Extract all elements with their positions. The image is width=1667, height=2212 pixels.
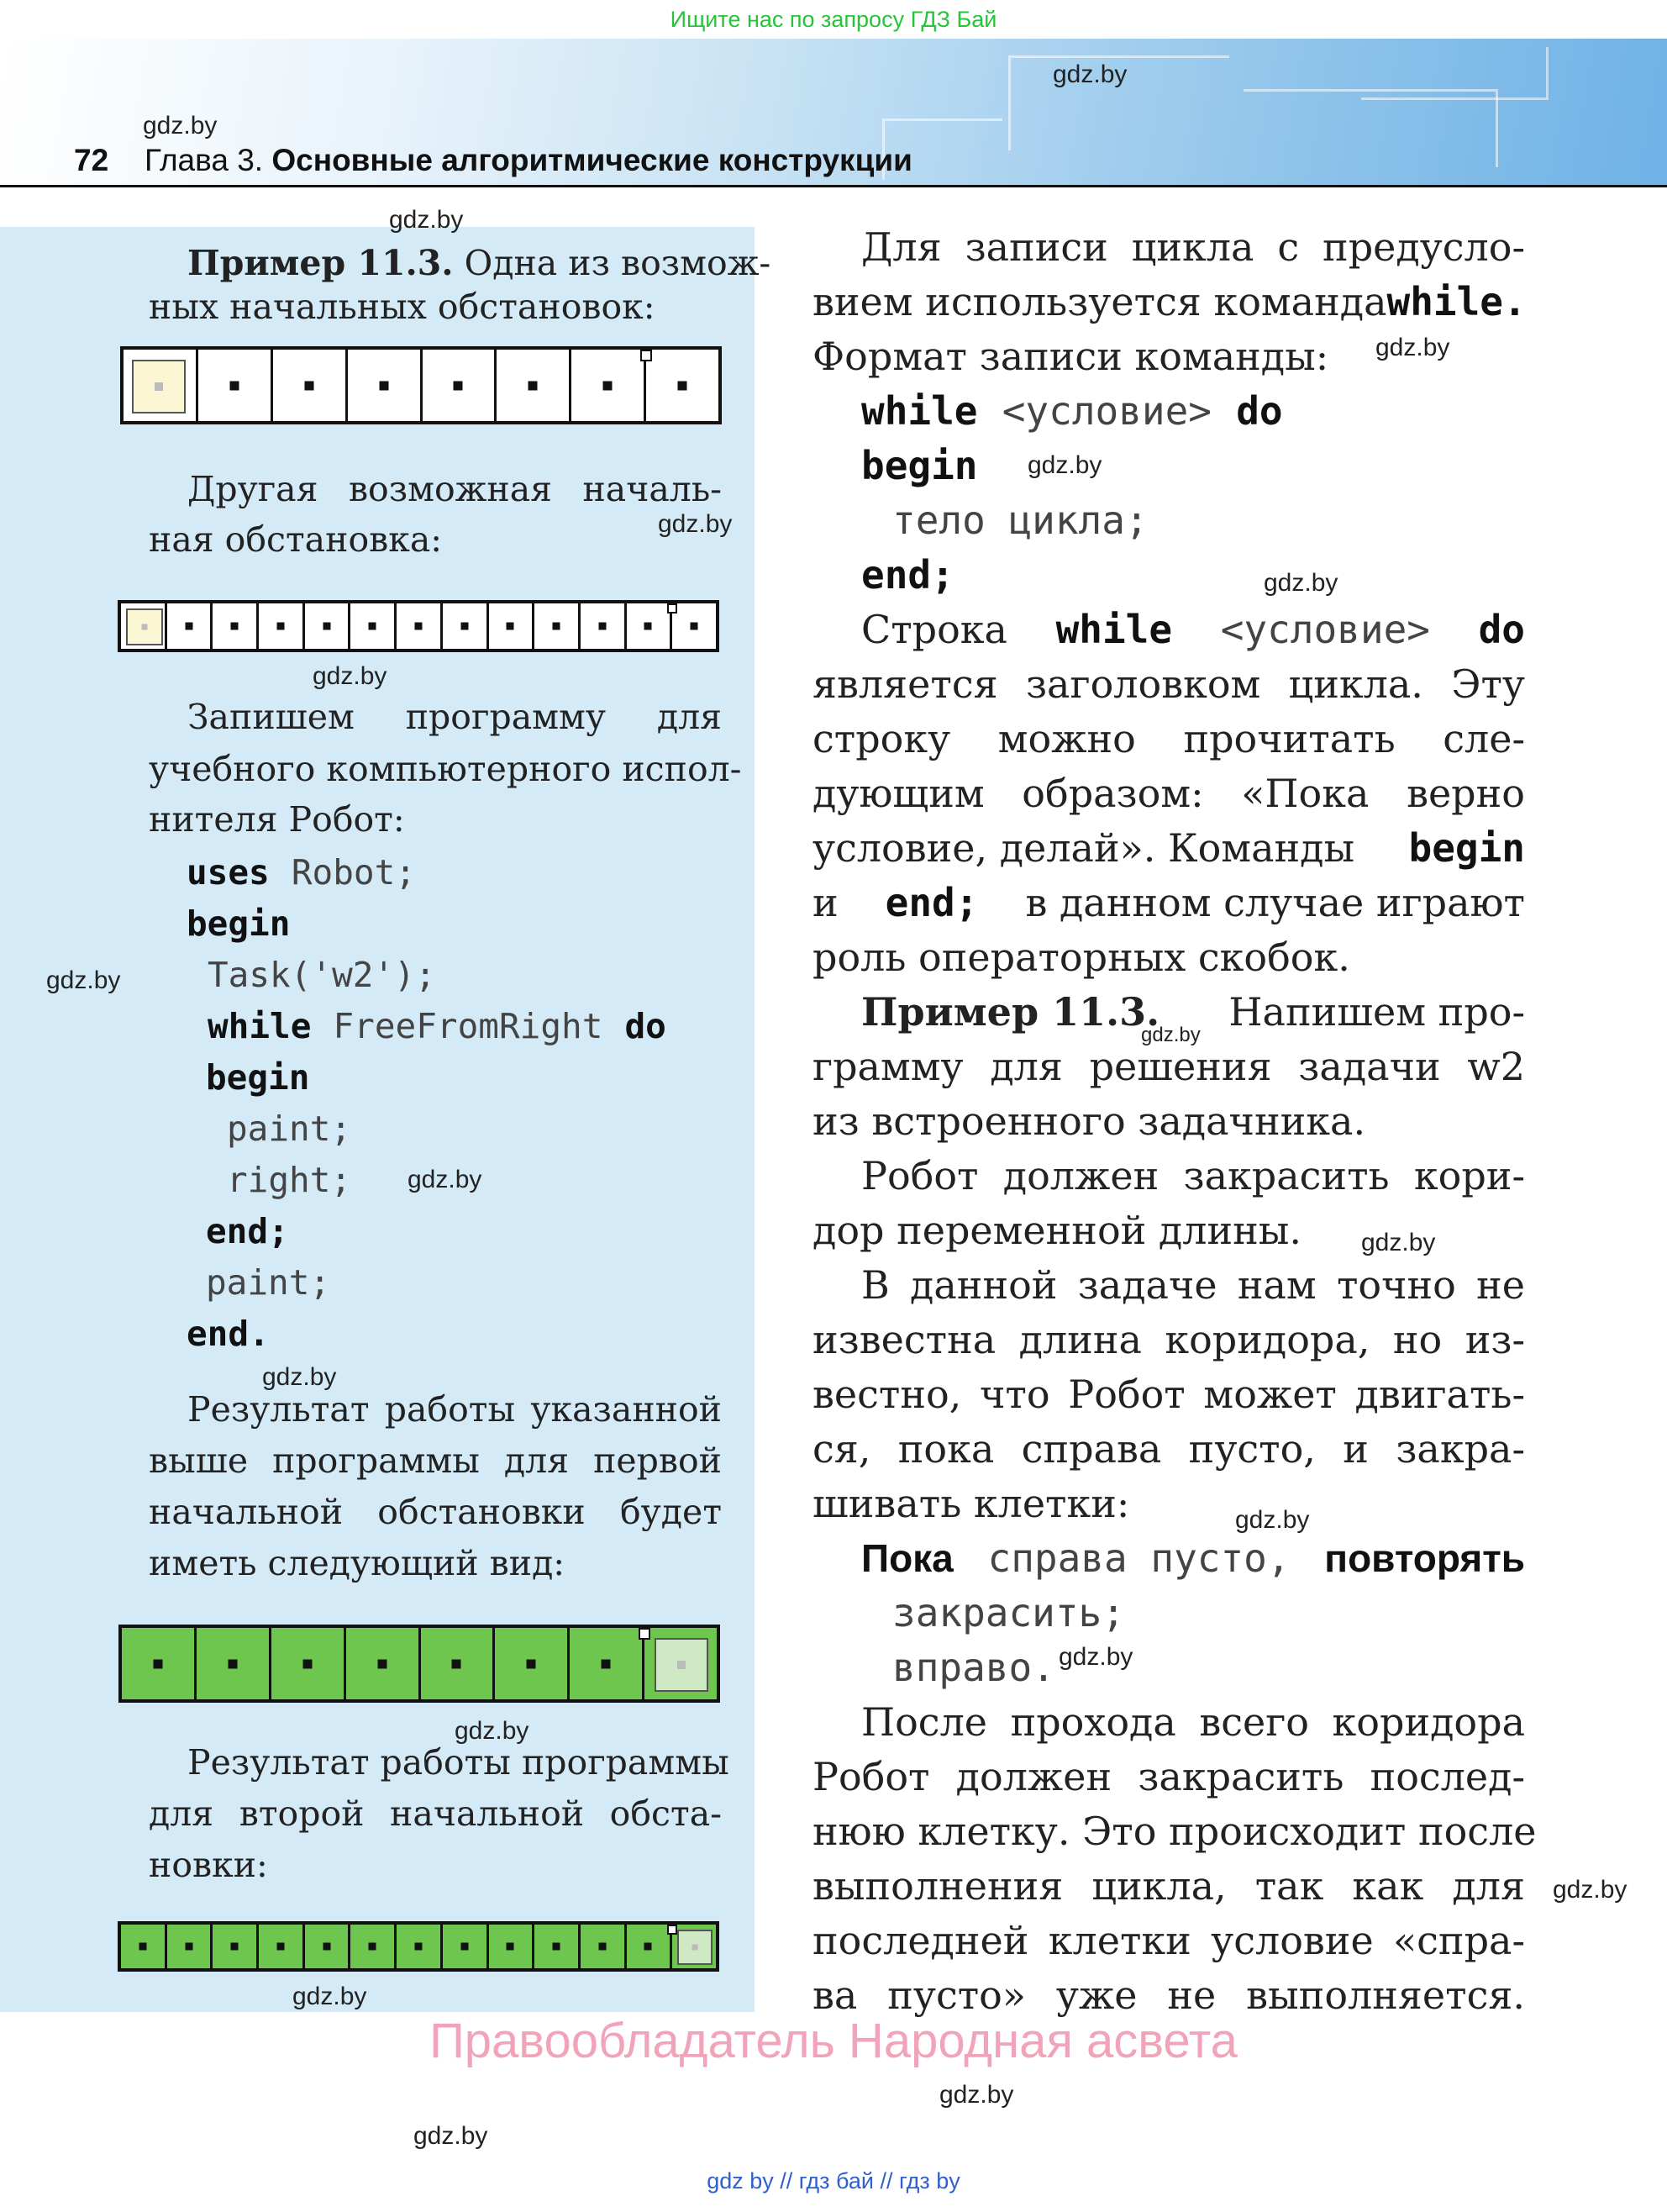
grid-cell [350, 603, 397, 649]
grid-cell [571, 350, 646, 421]
watermark: gdz.by [1553, 1876, 1628, 1904]
text-line: Робот должен закрасить кори- [861, 1153, 1525, 1198]
chapter-title: Основные алгоритмические конструкции [271, 143, 912, 177]
grid-cell [534, 603, 581, 649]
text-line: После прохода всего коридора [861, 1699, 1525, 1745]
grid-cell [305, 603, 351, 649]
code-keyword: do [1478, 607, 1525, 652]
cell-dot-icon [598, 623, 606, 630]
code-keyword: do [624, 1006, 666, 1046]
text-span: Напишем про- [1228, 989, 1525, 1035]
cell-dot-icon [603, 381, 613, 390]
watermark: gdz.by [455, 1717, 529, 1745]
grid-cell [273, 350, 348, 421]
text-line: из встроенного задачника. [812, 1098, 1366, 1144]
algorithm-line [892, 1641, 1055, 1695]
text-line: ных начальных обстановок: [149, 287, 655, 327]
text-line: выше программы для первой [149, 1440, 722, 1481]
text-line [812, 275, 1525, 329]
code-keyword: begin [861, 443, 978, 488]
cell-dot-icon [276, 1943, 284, 1951]
algorithm-text: закрасить; [892, 1590, 1125, 1635]
code-keyword: begin [1408, 825, 1525, 871]
painted-cell [197, 1628, 271, 1699]
text-line: для второй начальной обста- [149, 1793, 722, 1834]
cell-dot-icon [644, 1943, 652, 1951]
robot-corridor-result-1 [118, 1625, 720, 1703]
robot-center-icon [142, 624, 148, 630]
example-label: Пример 11.3. [187, 243, 454, 283]
text-line: Запишем программу для [187, 697, 722, 737]
robot-center-icon [692, 1945, 698, 1951]
example-heading-line [187, 238, 770, 288]
painted-cell [167, 1925, 213, 1968]
grid-cell [348, 350, 423, 421]
text-line: выполнения цикла, так как для [812, 1863, 1525, 1909]
painted-cell [581, 1925, 627, 1968]
grid-cell [646, 350, 718, 421]
algorithm-text: справа пусто, [987, 1535, 1291, 1581]
grid-cell [672, 603, 716, 649]
code-keyword: end; [861, 552, 954, 598]
text-line: нителя Робот: [149, 799, 405, 840]
painted-cell [627, 1925, 673, 1968]
text-span: в данном случае играют [1025, 880, 1525, 925]
text-line: ва пусто» уже не выполняется. [812, 1972, 1525, 2018]
grid-cell [121, 603, 167, 649]
painted-cell [350, 1925, 397, 1968]
robot-icon [677, 1930, 713, 1965]
cell-dot-icon [139, 1943, 146, 1951]
robot-center-icon [155, 382, 163, 391]
watermark: gdz.by [408, 1166, 482, 1193]
watermark: gdz.by [143, 112, 218, 140]
text-span: Строка [861, 607, 1007, 652]
painted-cell [271, 1628, 346, 1699]
grid-cell [213, 603, 259, 649]
code-line [206, 1052, 309, 1103]
watermark: gdz.by [1053, 61, 1128, 88]
text-line [861, 603, 1525, 657]
robot-center-icon [677, 1661, 686, 1669]
watermark: gdz.by [46, 966, 121, 994]
code-line [208, 950, 436, 1001]
text-line: Одна из возмож- [464, 243, 771, 283]
watermark: gdz.by [292, 1983, 367, 2010]
painted-cell [443, 1925, 489, 1968]
code-text: Robot; [291, 852, 416, 893]
text-line: Для записи цикла с предусло- [861, 224, 1525, 270]
text-line: роль операторных скобок. [812, 935, 1350, 980]
cell-dot-icon [231, 623, 239, 630]
grid-cell [124, 350, 198, 421]
painted-cell [121, 1925, 167, 1968]
code-keyword: while. [1386, 279, 1527, 324]
text-line: ная обстановка: [149, 519, 443, 560]
watermark: gdz.by [1059, 1643, 1133, 1671]
code-line [208, 1001, 666, 1052]
cell-dot-icon [369, 1943, 376, 1951]
text-line [812, 821, 1525, 876]
text-line: строку можно прочитать сле- [812, 716, 1525, 761]
text-span: вием используется команда [812, 279, 1387, 324]
code-line [892, 493, 1149, 548]
cell-dot-icon [454, 381, 463, 390]
watermark: gdz.by [939, 2081, 1014, 2109]
cell-dot-icon [678, 381, 687, 390]
cell-dot-icon [507, 1943, 514, 1951]
cell-dot-icon [323, 623, 330, 630]
text-line: ся, пока справа пусто, и закра- [812, 1426, 1525, 1472]
chapter-heading [145, 143, 912, 178]
code-line [187, 1309, 270, 1360]
copyright-notice: Правообладатель Народная асвета [429, 2014, 1238, 2068]
grid-cell [397, 603, 443, 649]
text-line: является заголовком цикла. Эту [812, 661, 1525, 707]
cell-dot-icon [602, 1659, 611, 1668]
code-text: Task('w2'); [208, 955, 436, 995]
code-keyword: do [1236, 388, 1283, 434]
search-banner: Ищите нас по запросу ГДЗ Бай [670, 7, 997, 32]
text-line: Результат работы указанной [187, 1389, 722, 1430]
cell-dot-icon [323, 1943, 330, 1951]
painted-cell [305, 1925, 351, 1968]
grid-cell [198, 350, 273, 421]
code-line [861, 384, 1283, 439]
robot-corridor-initial-2 [118, 600, 719, 652]
code-keyword: while [861, 388, 978, 434]
text-span: условие, делай». Команды [812, 825, 1355, 871]
painted-cell [672, 1925, 716, 1968]
text-line: начальной обстановки будет [149, 1492, 722, 1532]
grid-cell [627, 603, 673, 649]
algorithm-line [861, 1531, 1525, 1586]
text-line: последней клетки условие «спра- [812, 1918, 1525, 1963]
cell-dot-icon [185, 1943, 192, 1951]
watermark: gdz.by [1235, 1506, 1310, 1534]
algorithm-keyword: Пока [861, 1536, 954, 1580]
cell-dot-icon [598, 1943, 606, 1951]
cell-dot-icon [276, 623, 284, 630]
text-line: В данной задаче нам точно не [861, 1262, 1525, 1308]
painted-cell [259, 1925, 305, 1968]
watermark: gdz.by [1361, 1229, 1436, 1256]
cell-dot-icon [553, 623, 560, 630]
cell-dot-icon [302, 1659, 312, 1668]
code-text: right; [227, 1160, 352, 1200]
code-text: <условие> [1002, 388, 1212, 434]
text-line: учебного компьютерного испол- [149, 749, 742, 789]
code-keyword: while [1055, 607, 1173, 652]
painted-cell [213, 1925, 259, 1968]
cell-dot-icon [460, 1943, 468, 1951]
code-text: FreeFromRight [333, 1006, 603, 1046]
cell-dot-icon [460, 623, 468, 630]
cell-dot-icon [507, 623, 514, 630]
cell-dot-icon [185, 623, 192, 630]
code-keyword: begin [206, 1057, 310, 1098]
code-text: тело цикла; [892, 498, 1149, 543]
code-line [861, 439, 977, 493]
cell-dot-icon [553, 1943, 560, 1951]
code-line [206, 1257, 330, 1309]
text-line: Другая возможная началь- [187, 469, 722, 509]
code-keyword: begin [187, 903, 291, 944]
painted-cell [346, 1628, 421, 1699]
example-label: Пример 11.3. [861, 989, 1160, 1035]
text-line: шивать клетки: [812, 1481, 1130, 1526]
painted-cell [570, 1628, 644, 1699]
text-line: новки: [149, 1845, 268, 1885]
robot-corridor-initial-1 [120, 346, 722, 424]
painted-cell [397, 1925, 443, 1968]
text-line: Формат записи команды: [812, 334, 1329, 379]
cell-dot-icon [228, 1659, 237, 1668]
cell-dot-icon [528, 381, 538, 390]
text-line: дор переменной длины. [812, 1208, 1302, 1253]
target-marker-icon [639, 1628, 650, 1640]
painted-cell [421, 1628, 496, 1699]
code-text: <условие> [1220, 607, 1430, 652]
grid-cell [443, 603, 489, 649]
cell-dot-icon [452, 1659, 461, 1668]
watermark: gdz.by [1141, 1024, 1201, 1046]
text-span: и [812, 880, 839, 925]
text-line: иметь следующий вид: [149, 1543, 565, 1583]
painted-cell [489, 1925, 535, 1968]
grid-cell [423, 350, 497, 421]
text-line: Робот должен закрасить послед- [812, 1754, 1525, 1799]
code-keyword: end; [885, 880, 979, 925]
cell-dot-icon [369, 623, 376, 630]
cell-dot-icon [153, 1659, 162, 1668]
painted-cell [122, 1628, 197, 1699]
text-line [812, 876, 1525, 930]
watermark: gdz.by [1375, 334, 1450, 361]
page-number: 72 [74, 143, 109, 177]
text-line: нюю клетку. Это происходит после [812, 1809, 1537, 1854]
code-keyword: while [208, 1006, 312, 1046]
cell-dot-icon [304, 381, 313, 390]
watermark: gdz.by [413, 2122, 488, 2150]
code-line [187, 898, 290, 950]
painted-cell [644, 1628, 717, 1699]
code-line [187, 847, 416, 898]
grid-cell [497, 350, 571, 421]
target-marker-icon [640, 350, 652, 361]
code-keyword: uses [187, 852, 270, 893]
watermark: gdz.by [1028, 451, 1102, 479]
code-line [227, 1155, 351, 1206]
code-text: paint; [227, 1109, 352, 1149]
painted-cell [495, 1628, 570, 1699]
watermark: gdz.by [262, 1363, 337, 1391]
watermark: gdz.by [313, 662, 387, 690]
robot-icon [126, 608, 163, 645]
code-keyword: end; [206, 1211, 289, 1251]
robot-icon [655, 1638, 708, 1692]
grid-cell [167, 603, 213, 649]
text-line: Результат работы программы [187, 1742, 729, 1783]
code-line [227, 1103, 351, 1155]
cell-dot-icon [691, 623, 698, 630]
cell-dot-icon [644, 623, 652, 630]
painted-cell [534, 1925, 581, 1968]
header-rule [0, 185, 1667, 187]
cell-dot-icon [229, 381, 239, 390]
chapter-number: Глава 3. [145, 143, 264, 177]
watermark: gdz.by [389, 206, 464, 234]
cell-dot-icon [379, 381, 388, 390]
code-line [861, 548, 954, 603]
robot-icon [132, 360, 186, 413]
cell-dot-icon [527, 1659, 536, 1668]
grid-cell [581, 603, 627, 649]
cell-dot-icon [377, 1659, 387, 1668]
target-marker-icon [667, 1925, 677, 1935]
text-line: вестно, что Робот может двигать- [812, 1372, 1525, 1417]
algorithm-text: вправо. [892, 1645, 1055, 1690]
text-line: грамму для решения задачи w2 [812, 1044, 1525, 1089]
grid-cell [489, 603, 535, 649]
text-line: известна длина коридора, но из- [812, 1317, 1525, 1362]
robot-corridor-result-2 [118, 1921, 719, 1972]
watermark: gdz.by [1264, 569, 1338, 597]
target-marker-icon [667, 603, 677, 614]
code-text: paint; [206, 1262, 331, 1303]
cell-dot-icon [414, 623, 422, 630]
grid-cell [259, 603, 305, 649]
algorithm-line [892, 1586, 1125, 1641]
algorithm-keyword: повторять [1324, 1536, 1525, 1580]
code-line [206, 1206, 289, 1257]
text-line: дующим образом: «Пока верно [812, 771, 1525, 816]
cell-dot-icon [414, 1943, 422, 1951]
watermark: gdz.by [658, 510, 733, 538]
code-keyword: end. [187, 1314, 270, 1354]
cell-dot-icon [231, 1943, 239, 1951]
footer-links[interactable]: gdz by // гдз бай // гдз by [707, 2168, 960, 2194]
